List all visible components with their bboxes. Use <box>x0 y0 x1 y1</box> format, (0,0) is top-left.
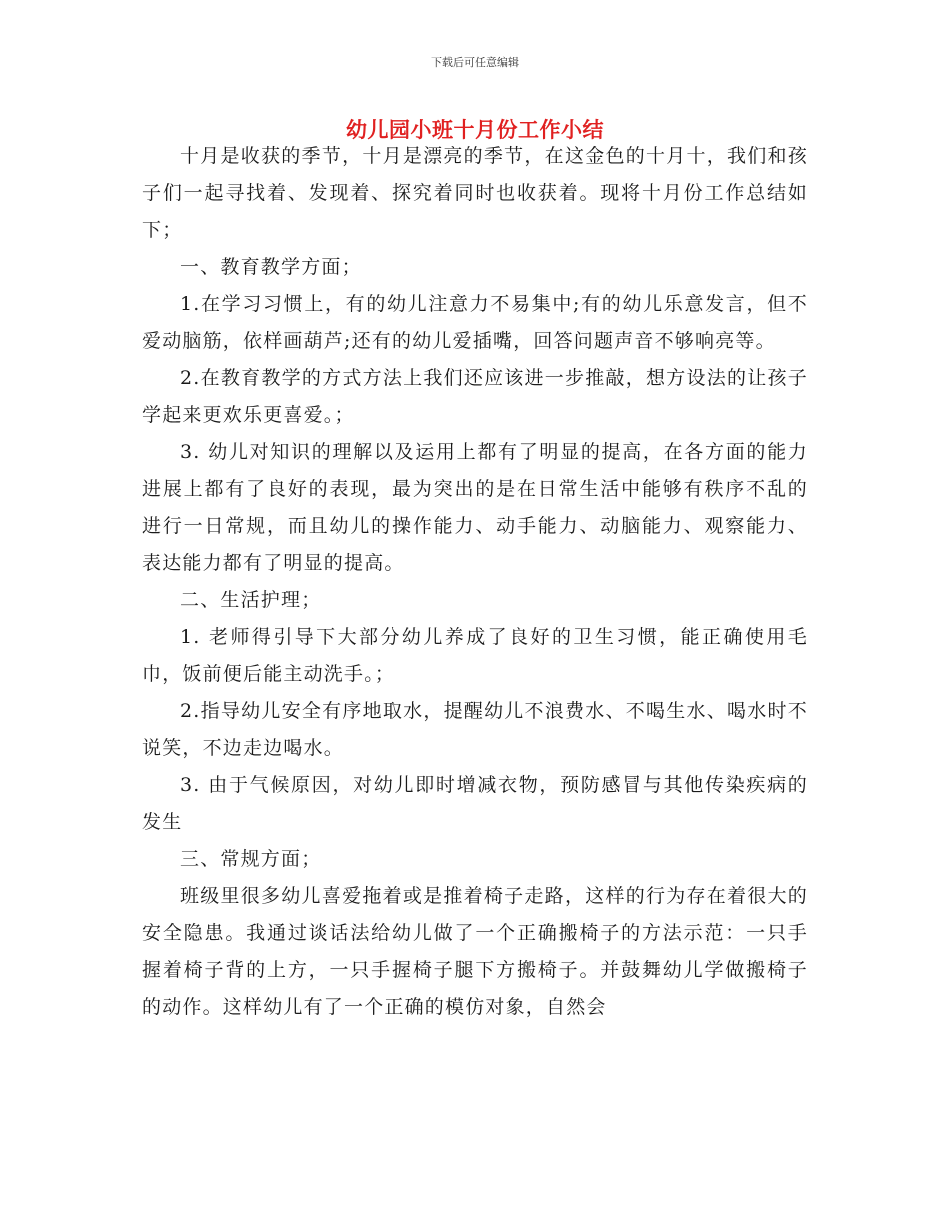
section-heading-teaching: 一、教育教学方面； <box>180 256 362 278</box>
paragraph-teaching-3: 3. 幼儿对知识的理解以及运用上都有了明显的提高，在各方面的能力进展上都有了良好的表现，最为突出的是在日常生活中能够有秩序不乱的进行一日常规，而且幼儿的操作能力、动手能力、动脑能力、观察能力、表达能力都有了明显的提高。 <box>142 441 808 574</box>
page-header: 下载后可任意编辑 <box>431 56 519 69</box>
document-title: 幼儿园小班十月份工作小结 <box>346 118 604 142</box>
paragraph-care-2: 2.指导幼儿安全有序地取水，提醒幼儿不浪费水、不喝生水、喝水时不说笑，不边走边喝水。 <box>142 700 808 759</box>
section-heading-care: 二、生活护理； <box>180 589 322 611</box>
section-heading-routine: 三、常规方面； <box>180 848 322 870</box>
paragraph-intro: 十月是收获的季节，十月是漂亮的季节，在这金色的十月十，我们和孩子们一起寻找着、发现着、探究着同时也收获着。现将十月份工作总结如下； <box>142 145 808 241</box>
document-body <box>142 138 808 1026</box>
paragraph-care-3: 3. 由于气候原因，对幼儿即时增减衣物，预防感冒与其他传染疾病的发生 <box>142 774 808 833</box>
paragraph-care-1: 1. 老师得引导下大部分幼儿养成了良好的卫生习惯，能正确使用毛巾，饭前便后能主动洗手。； <box>142 626 808 685</box>
paragraph-routine-1: 班级里很多幼儿喜爱拖着或是推着椅子走路，这样的行为存在着很大的安全隐患。我通过谈话法给幼儿做了一个正确搬椅子的方法示范：一只手握着椅子背的上方，一只手握椅子腿下方搬椅子。并鼓舞幼儿学做搬椅子的动作。这样幼儿有了一个正确的模仿对象，自然会 <box>142 885 808 1018</box>
paragraph-teaching-1: 1.在学习习惯上，有的幼儿注意力不易集中;有的幼儿乐意发言，但不爱动脑筋，依样画葫芦;还有的幼儿爱插嘴，回答问题声音不够响亮等。 <box>142 293 808 352</box>
paragraph-teaching-2: 2.在教育教学的方式方法上我们还应该进一步推敲，想方设法的让孩子学起来更欢乐更喜爱。； <box>142 367 808 426</box>
